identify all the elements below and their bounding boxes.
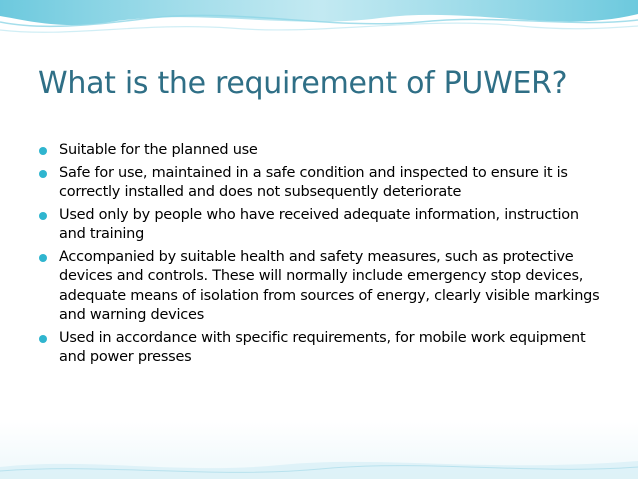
- bullet-text: Safe for use, maintained in a safe condition and inspected to ensure it is correctly installed and does not subsequently deteriorate: [59, 164, 568, 200]
- bullet-text: Used in accordance with specific requirements, for mobile work equipment and power presses: [59, 329, 586, 365]
- bullet-text: Accompanied by suitable health and safety measures, such as protective devices and controls. These will normally include emergency stop devices, adequate means of isolation from sources of energy, clearly visible markings and warning devices: [59, 248, 600, 323]
- list-item: [38, 164, 608, 203]
- list-item: [38, 248, 608, 326]
- decorative-wave-bottom: [0, 449, 638, 479]
- bullet-text: Suitable for the planned use: [59, 142, 258, 158]
- bullet-list: [38, 141, 608, 371]
- bullet-marker-icon: [39, 254, 47, 262]
- bullet-text: Used only by people who have received adequate information, instruction and training: [59, 206, 579, 242]
- decorative-wave-top: [0, 0, 638, 60]
- bullet-marker-icon: [39, 170, 47, 178]
- list-item: [38, 206, 608, 245]
- bullet-marker-icon: [39, 335, 47, 343]
- bullet-marker-icon: [39, 147, 47, 155]
- bullet-marker-icon: [39, 212, 47, 220]
- list-item: [38, 329, 608, 368]
- list-item: [38, 141, 608, 161]
- page-title: What is the requirement of PUWER?: [38, 66, 568, 101]
